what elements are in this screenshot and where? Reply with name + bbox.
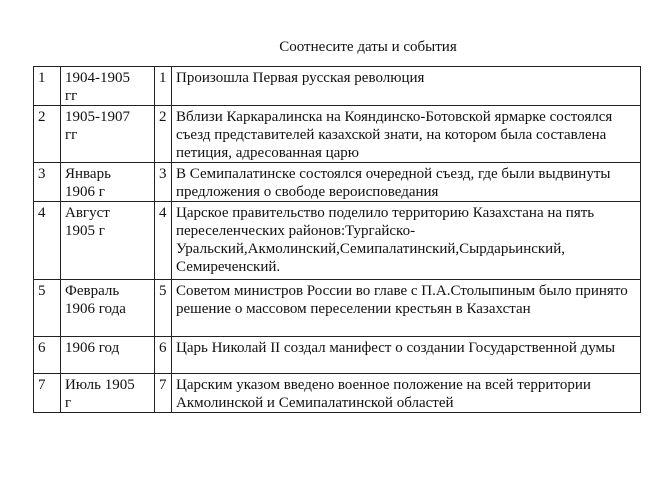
date-number: 6: [34, 337, 61, 374]
date-number: 3: [34, 163, 61, 202]
event-cell: Вблизи Каркаралинска на Кояндинско-Ботовской ярмарке состоялся съезд представителей казахской знати, на котором была составлена петиция, адресованная царю: [172, 106, 641, 163]
event-cell: Произошла Первая русская революция: [172, 67, 641, 106]
date-line-2: 1906 г: [65, 184, 105, 200]
event-number: 5: [155, 280, 172, 337]
date-line-2: 1905 г: [65, 223, 105, 239]
table-row: [34, 67, 641, 106]
table-row: [34, 280, 641, 337]
table-row: [34, 202, 641, 280]
date-line-1: Август: [65, 205, 110, 221]
date-cell: [61, 67, 155, 106]
event-number: 6: [155, 337, 172, 374]
table-row: [34, 337, 641, 374]
date-line-2: гг: [65, 88, 78, 104]
event-number: 2: [155, 106, 172, 163]
date-number: 4: [34, 202, 61, 280]
date-line-2: гг: [65, 127, 78, 143]
date-number: 5: [34, 280, 61, 337]
event-number: 3: [155, 163, 172, 202]
date-number: 2: [34, 106, 61, 163]
date-line-2: 1906 года: [65, 301, 126, 317]
table-row: [34, 106, 641, 163]
page-title: Соотнесите даты и события: [279, 39, 457, 55]
date-line-1: 1906 год: [65, 340, 120, 356]
event-cell: Советом министров России во главе с П.А.Столыпиным было принято решение о массовом переселении крестьян в Казахстан: [172, 280, 641, 337]
date-cell: [61, 163, 155, 202]
date-line-1: Июль 1905: [65, 377, 135, 393]
date-line-1: 1905-1907: [65, 109, 130, 125]
matching-table: [33, 66, 641, 413]
event-cell: Царское правительство поделило территорию Казахстана на пять переселенческих районов:Тургайско-Уральский,Акмолинский,Семипалатинский,Сырдарьинский, Семиреченский.: [172, 202, 641, 280]
date-line-1: Январь: [65, 166, 111, 182]
date-cell: [61, 202, 155, 280]
date-line-1: Февраль: [65, 283, 120, 299]
table-row: [34, 374, 641, 413]
date-number: 7: [34, 374, 61, 413]
table-row: [34, 163, 641, 202]
event-cell: Царь Николай II создал манифест о создании Государственной думы: [172, 337, 641, 374]
date-cell: [61, 106, 155, 163]
event-number: 4: [155, 202, 172, 280]
date-number: 1: [34, 67, 61, 106]
date-cell: [61, 374, 155, 413]
date-cell: [61, 280, 155, 337]
event-cell: Царским указом введено военное положение на всей территории Акмолинской и Семипалатинской областей: [172, 374, 641, 413]
event-cell: В Семипалатинске состоялся очередной съезд, где были выдвинуты предложения о свободе вероисповедания: [172, 163, 641, 202]
event-number: 1: [155, 67, 172, 106]
date-line-2: г: [65, 395, 72, 411]
date-line-1: 1904-1905: [65, 70, 130, 86]
event-number: 7: [155, 374, 172, 413]
date-cell: [61, 337, 155, 374]
